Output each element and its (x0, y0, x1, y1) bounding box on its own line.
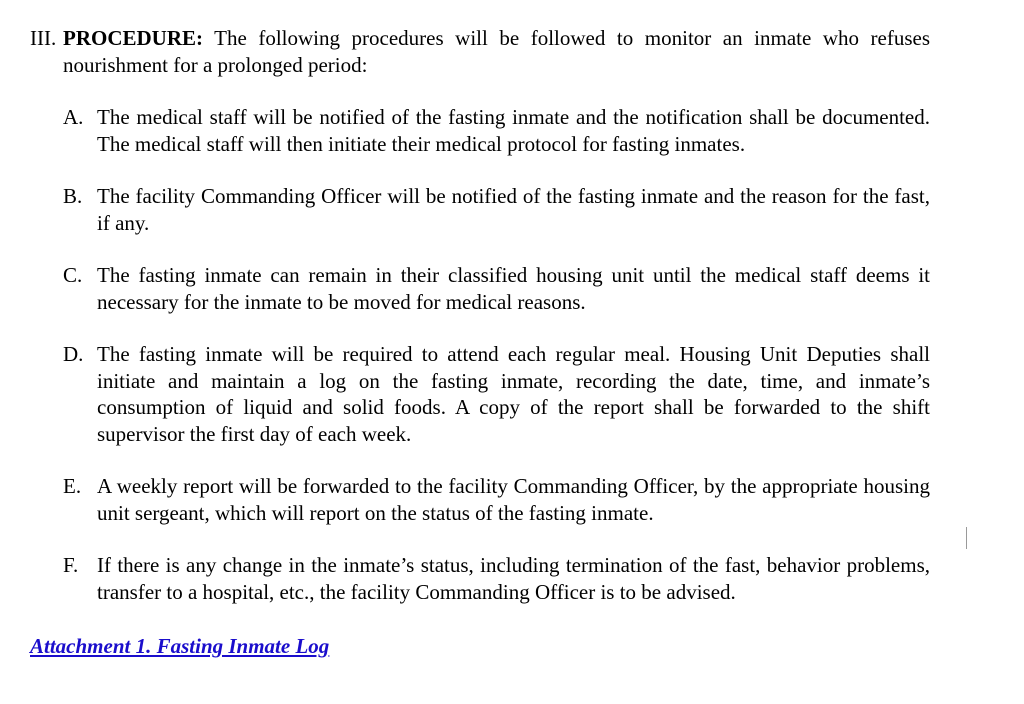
procedure-item-b (63, 183, 930, 236)
section-number: III. (30, 26, 57, 50)
item-text: If there is any change in the inmate’s status, including termination of the fast, behavior problems, transfer to a hospital, etc., the facility Commanding Officer is to be advised. (97, 553, 930, 604)
item-letter: B. (63, 184, 83, 208)
procedure-item-c (63, 262, 930, 315)
item-text: A weekly report will be forwarded to the facility Commanding Officer, by the appropriate housing unit sergeant, which will report on the status of the fasting inmate. (97, 474, 930, 525)
item-text: The fasting inmate can remain in their classified housing unit until the medical staff deems it necessary for the inmate to be moved for medical reasons. (97, 263, 930, 314)
item-text: The medical staff will be notified of the fasting inmate and the notification shall be documented. The medical staff will then initiate their medical protocol for fasting inmates. (97, 105, 930, 156)
procedure-section (30, 25, 930, 605)
item-letter: F. (63, 553, 79, 577)
procedure-list (30, 104, 930, 605)
attachment-link[interactable]: Attachment 1. Fasting Inmate Log (30, 634, 330, 658)
item-letter: A. (63, 105, 84, 129)
section-label: PROCEDURE: (63, 26, 203, 50)
procedure-item-e (63, 473, 930, 526)
section-intro: The following procedures will be followed to monitor an inmate who refuses nourishment for a prolonged period: (63, 26, 930, 77)
procedure-item-f (63, 552, 930, 605)
item-text: The facility Commanding Officer will be notified of the fasting inmate and the reason for the fast, if any. (97, 184, 930, 235)
item-text: The fasting inmate will be required to attend each regular meal. Housing Unit Deputies shall initiate and maintain a log on the fasting inmate, recording the date, time, and inmate’s consumption of liquid and solid foods. A copy of the report shall be forwarded to the shift supervisor the first day of each week. (97, 342, 930, 446)
procedure-item-a (63, 104, 930, 157)
section-heading (30, 25, 930, 78)
procedure-item-d (63, 341, 930, 447)
item-letter: C. (63, 263, 83, 287)
text-cursor (966, 527, 967, 549)
item-letter: D. (63, 342, 84, 366)
item-letter: E. (63, 474, 82, 498)
